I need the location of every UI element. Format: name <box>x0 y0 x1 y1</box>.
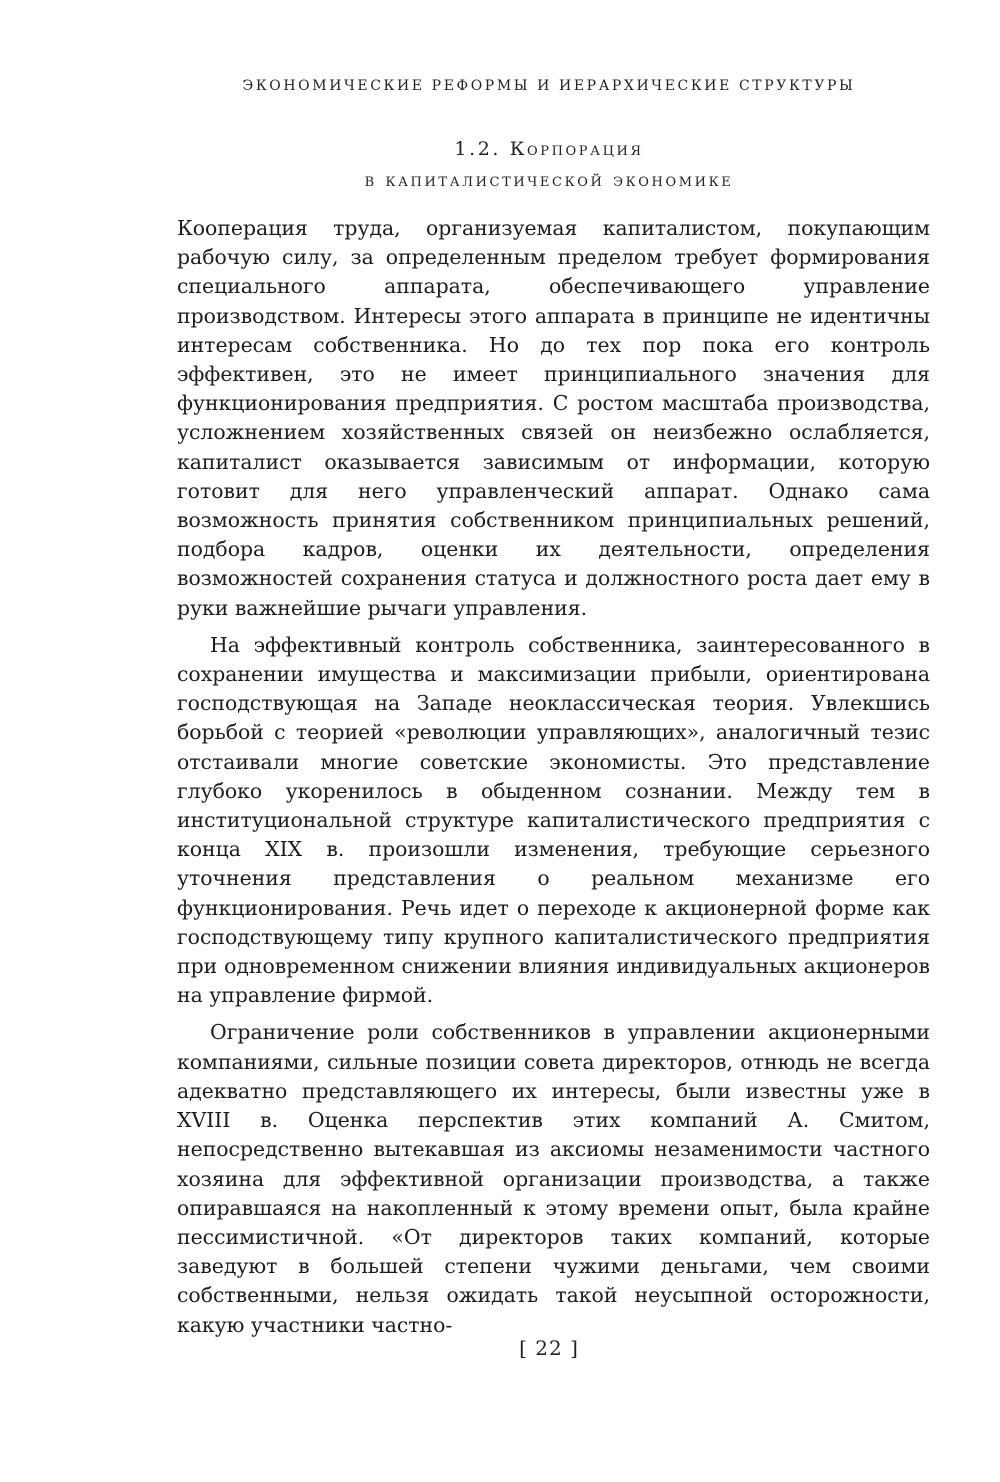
paragraph-2: На эффективный контроль собственника, заинтересованного в сохранении имущества и максимизации прибыли, ориентирована господствующая на Западе неоклассическая теория. Увлекшись борьбой с теорией «революции управляющих», аналогичный тезис отстаивали многие советские экономисты. Это представление глубоко укоренилось в обыденном сознании. Между тем в институциональной структуре капиталистического предприятия с конца XIX в. произошли изменения, требующие серьезного уточнения представления о реальном механизме его функционирования. Речь идет о переходе к акционерной форме как господствующему типу крупного капиталистического предприятия при одновременном снижении влияния индивидуальных акционеров на управление фирмой. <box>177 632 930 1008</box>
body-text <box>177 214 930 1340</box>
page-number: [ 22 ] <box>519 1336 579 1360</box>
running-head: ЭКОНОМИЧЕСКИЕ РЕФОРМЫ И ИЕРАРХИЧЕСКИЕ СТРУКТУРЫ <box>242 78 856 94</box>
section-heading-line-2: в капиталистической экономике <box>364 169 734 191</box>
section-heading-line-1: 1.2. Корпорация <box>454 138 644 160</box>
paragraph-1: Кооперация труда, организуемая капиталистом, покупающим рабочую силу, за определенным пределом требует формирования специального аппарата, обеспечивающего управление производством. Интересы этого аппарата в принципе не идентичны интересам собственника. Но до тех пор пока его контроль эффективен, это не имеет принципиального значения для функционирования предприятия. С ростом масштаба производства, усложнением хозяйственных связей он неизбежно ослабляется, капиталист оказывается зависимым от информации, которую готовит для него управленческий аппарат. Однако сама возможность принятия собственником принципиальных решений, подбора кадров, оценки их деятельности, определения возможностей сохранения статуса и должностного роста дает ему в руки важнейшие рычаги управления. <box>177 216 930 620</box>
paragraph-3: Ограничение роли собственников в управлении акционерными компаниями, сильные позиции совета директоров, отнюдь не всегда адекватно представляющего их интересы, были известны уже в XVIII в. Оценка перспектив этих компаний А. Смитом, непосредственно вытекавшая из аксиомы незаменимости частного хозяина для эффективной организации производства, а также опиравшаяся на накопленный к этому времени опыт, была крайне пессимистичной. «От директоров таких компаний, которые заведуют в большей степени чужими деньгами, чем своими собственными, нельзя ожидать такой неусыпной осторожности, какую участники частно- <box>177 1020 930 1337</box>
section-heading <box>0 134 1000 196</box>
